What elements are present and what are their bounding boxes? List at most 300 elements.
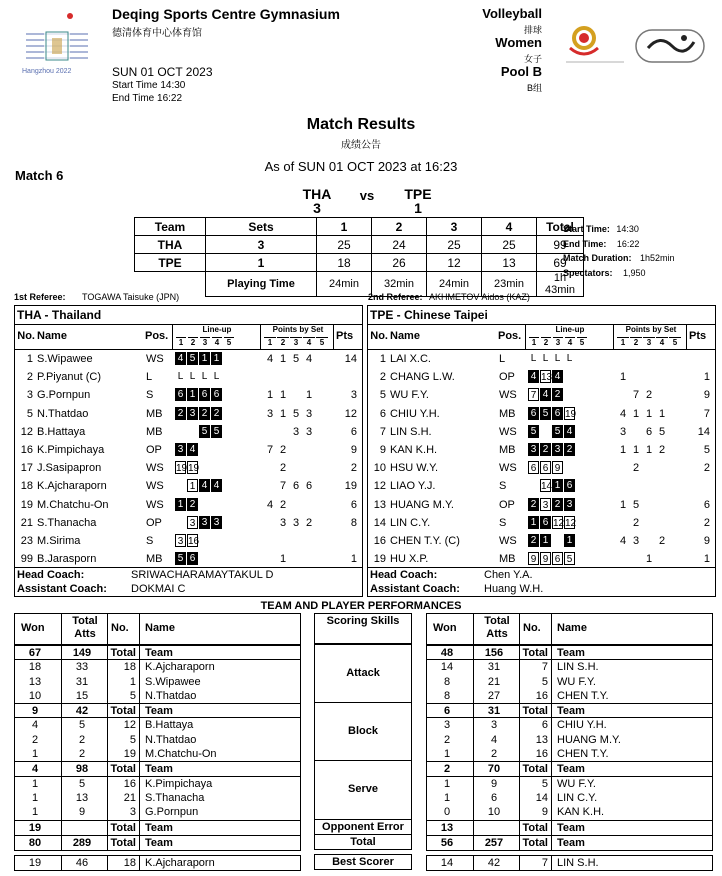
player-name: M.Chatchu-On bbox=[37, 498, 109, 511]
performance-group bbox=[14, 836, 301, 851]
playing-time: 24min bbox=[427, 272, 482, 297]
no-header: No. bbox=[523, 622, 541, 634]
performance-row bbox=[15, 675, 300, 689]
skill-label: Block bbox=[314, 703, 412, 761]
lineup-cell: 5 bbox=[552, 425, 563, 438]
won-value: 6 bbox=[443, 705, 451, 718]
player-total-points: 9 bbox=[350, 443, 357, 456]
best-scorer-row bbox=[14, 855, 301, 871]
venue-name: Deqing Sports Centre Gymnasium bbox=[112, 6, 340, 22]
page-title: Match Results bbox=[306, 116, 416, 133]
player-name: CHANG L.W. bbox=[390, 371, 455, 384]
player-number: 17 bbox=[20, 462, 33, 475]
lineup-cell: L bbox=[554, 353, 561, 364]
player-number: 16 bbox=[20, 443, 33, 456]
player-number: 18 bbox=[20, 480, 33, 493]
set-points: 1 bbox=[619, 443, 627, 456]
player-name: Team bbox=[557, 647, 585, 659]
player-row bbox=[15, 514, 362, 532]
lineup-cell bbox=[576, 443, 587, 456]
pbs-set-number: 3 bbox=[290, 337, 302, 347]
header-start-time: Start Time 14:30 bbox=[112, 80, 186, 91]
player-position: MB bbox=[499, 407, 516, 420]
player-row bbox=[15, 350, 362, 368]
games-emblem-icon bbox=[560, 18, 630, 68]
lineup-set-number: 2 bbox=[188, 337, 198, 347]
lineup-cell bbox=[576, 461, 587, 474]
lineup-cell: 6 bbox=[211, 388, 222, 401]
performance-row bbox=[15, 791, 300, 805]
player-name: CHIU Y.H. bbox=[557, 719, 607, 732]
info-label: Match Duration: bbox=[563, 253, 632, 263]
summary-header: 3 bbox=[427, 218, 482, 236]
team-a-roster bbox=[14, 305, 363, 597]
player-total-points: 5 bbox=[703, 443, 710, 456]
player-row bbox=[15, 550, 362, 568]
player-number: 7 bbox=[541, 857, 548, 870]
player-position: S bbox=[499, 516, 507, 529]
lineup-cell bbox=[223, 516, 234, 529]
lineup-cell: L bbox=[189, 371, 196, 383]
gender: Women bbox=[495, 35, 542, 50]
set-points: 4 bbox=[305, 353, 313, 365]
col-header-pts: Pts bbox=[336, 330, 354, 342]
lineup-cell bbox=[576, 407, 587, 420]
lineup-cell bbox=[540, 425, 551, 438]
player-number: 5 bbox=[129, 733, 136, 746]
lineup-cell: 6 bbox=[564, 479, 575, 492]
player-name: S.Wipawee bbox=[37, 353, 93, 365]
player-name: LAI X.C. bbox=[390, 353, 431, 365]
set-points: 2 bbox=[632, 516, 640, 529]
lineup-cell: 1 bbox=[552, 479, 563, 492]
performance-row bbox=[427, 805, 712, 819]
player-number: 9 bbox=[379, 443, 386, 456]
won-value: 2 bbox=[31, 733, 39, 746]
player-name: K.Pimpichaya bbox=[145, 777, 213, 790]
won-value: 18 bbox=[28, 661, 42, 674]
lineup-cell bbox=[199, 534, 210, 547]
attempts-value: 33 bbox=[75, 661, 89, 674]
name-header: Name bbox=[145, 622, 175, 634]
player-name: Team bbox=[557, 763, 585, 776]
lineup-cell bbox=[576, 534, 587, 547]
lineup-cell: 12 bbox=[565, 517, 577, 529]
lineup-cell bbox=[199, 461, 210, 474]
won-value: 80 bbox=[28, 836, 42, 849]
lineup-cell bbox=[528, 479, 539, 492]
player-name: S.Wipawee bbox=[145, 675, 201, 688]
player-position: S bbox=[146, 389, 154, 402]
lineup-cell bbox=[552, 534, 563, 547]
player-total-points: 9 bbox=[703, 534, 710, 547]
summary-set-score: 13 bbox=[482, 254, 537, 272]
player-number: 1 bbox=[379, 353, 386, 365]
lineup-cell: 6 bbox=[540, 461, 551, 474]
player-number: Total bbox=[522, 763, 548, 776]
won-value: 13 bbox=[28, 675, 42, 688]
player-row bbox=[368, 459, 715, 477]
player-number: 12 bbox=[373, 480, 386, 493]
lineup-cell bbox=[211, 498, 222, 511]
lineup-cell bbox=[564, 388, 575, 401]
lineup-cell: 14 bbox=[541, 481, 553, 493]
player-name: B.Hattaya bbox=[37, 425, 86, 438]
lineup-cell bbox=[211, 534, 222, 547]
player-total-points: 8 bbox=[350, 516, 357, 529]
attempts-value: 9 bbox=[490, 777, 498, 790]
lineup-cell: 3 bbox=[175, 443, 186, 456]
won-value: 56 bbox=[440, 836, 454, 849]
page-title-cn: 成绩公告 bbox=[341, 140, 381, 151]
player-name: K.Pimpichaya bbox=[37, 443, 105, 456]
lineup-cell bbox=[223, 352, 234, 365]
lineup-cell: 19 bbox=[565, 408, 577, 420]
roster-header bbox=[15, 325, 362, 350]
won-value: 13 bbox=[440, 821, 454, 834]
player-row bbox=[15, 423, 362, 441]
playing-time: 32min bbox=[372, 272, 427, 297]
set-points: 2 bbox=[279, 462, 287, 475]
lineup-cell: 4 bbox=[528, 370, 539, 383]
team-b-code: TPE bbox=[404, 186, 432, 202]
info-value: 1h52min bbox=[640, 253, 675, 263]
player-total-points: 7 bbox=[703, 407, 710, 420]
lineup-cell: 4 bbox=[175, 352, 186, 365]
player-number: 2 bbox=[379, 371, 386, 384]
won-value: 10 bbox=[28, 689, 42, 702]
player-total-points: 6 bbox=[703, 498, 710, 511]
set-points: 3 bbox=[279, 516, 287, 529]
performance-row bbox=[427, 733, 712, 747]
lineup-cell: 5 bbox=[187, 352, 198, 365]
attempts-value: 2 bbox=[78, 733, 86, 746]
lineup-cell: 3 bbox=[540, 498, 551, 511]
attempts-value: 31 bbox=[487, 705, 501, 718]
pbs-set-number: 2 bbox=[630, 337, 642, 347]
attempts-value: 46 bbox=[75, 857, 89, 870]
won-value: 14 bbox=[440, 661, 454, 674]
set-points: 7 bbox=[632, 389, 640, 402]
player-position: MB bbox=[146, 407, 163, 420]
scoring-skills bbox=[314, 613, 412, 870]
lineup-cell: 6 bbox=[552, 407, 563, 420]
team-a-code: THA bbox=[302, 186, 332, 202]
player-total-points: 12 bbox=[344, 407, 357, 420]
playing-time: 23min bbox=[482, 272, 537, 297]
col-header-name: Name bbox=[37, 330, 67, 342]
won-value: 2 bbox=[443, 763, 451, 776]
lineup-cell: 1 bbox=[540, 534, 551, 547]
info-value: 14:30 bbox=[616, 224, 639, 234]
performance-row bbox=[15, 733, 300, 747]
won-value: 48 bbox=[440, 647, 454, 659]
best-scorer-row bbox=[426, 855, 713, 871]
performance-row bbox=[15, 747, 300, 761]
player-name: S.Thanacha bbox=[145, 791, 205, 804]
lineup-cell: 2 bbox=[552, 388, 563, 401]
player-name: K.Ajcharaporn bbox=[145, 661, 215, 674]
lineup-cell: 6 bbox=[552, 552, 563, 565]
performance-row bbox=[15, 660, 300, 674]
col-header-pos: Pos. bbox=[498, 330, 522, 342]
info-value: 16:22 bbox=[616, 238, 640, 249]
performance-row bbox=[427, 718, 712, 732]
lineup-set-number: 3 bbox=[200, 337, 210, 347]
player-row bbox=[368, 496, 715, 514]
summary-total: 69 bbox=[537, 254, 584, 272]
lineup-cell bbox=[223, 461, 234, 474]
player-position: OP bbox=[146, 516, 162, 529]
performance-row bbox=[15, 777, 300, 791]
player-position: OP bbox=[499, 371, 515, 384]
performance-team-a bbox=[14, 613, 301, 871]
set-points: 5 bbox=[292, 407, 300, 420]
lineup-cell: 5 bbox=[211, 425, 222, 438]
player-row bbox=[368, 405, 715, 423]
summary-header: Sets bbox=[206, 218, 317, 236]
player-number: Total bbox=[522, 821, 548, 834]
performance-group bbox=[14, 704, 301, 762]
player-row bbox=[15, 368, 362, 386]
summary-set-score: 25 bbox=[317, 236, 372, 254]
attempts-value: 70 bbox=[487, 763, 501, 776]
lineup-cell bbox=[187, 425, 198, 438]
player-total-points: 2 bbox=[350, 462, 357, 475]
player-name: CHIU Y.H. bbox=[390, 407, 440, 420]
summary-sets: 1 bbox=[206, 254, 317, 272]
lineup-cell: 9 bbox=[552, 461, 563, 474]
summary-header: Total bbox=[537, 218, 584, 236]
player-number: 21 bbox=[20, 516, 33, 529]
won-value: 1 bbox=[31, 777, 39, 790]
pool-cn: B组 bbox=[526, 83, 542, 93]
player-row bbox=[15, 532, 362, 550]
lineup-cell: 2 bbox=[564, 443, 575, 456]
lineup-cell: 4 bbox=[564, 425, 575, 438]
playing-time-label: Playing Time bbox=[206, 272, 317, 297]
player-number: Total bbox=[522, 836, 548, 849]
won-header: Won bbox=[433, 622, 457, 634]
attempts-value: 42 bbox=[487, 857, 501, 870]
player-position: WS bbox=[146, 462, 164, 475]
set-points: 5 bbox=[658, 425, 666, 438]
player-number: Total bbox=[110, 821, 136, 834]
points-by-set-header: Points by Set bbox=[272, 325, 324, 334]
skill-label: Serve bbox=[314, 761, 412, 819]
player-name: Team bbox=[145, 705, 173, 718]
lineup-cell bbox=[564, 461, 575, 474]
player-row bbox=[15, 441, 362, 459]
col-header-no: No. bbox=[370, 330, 388, 342]
player-position: MB bbox=[499, 553, 516, 566]
set-points: 1 bbox=[632, 407, 640, 420]
performance-group bbox=[14, 821, 301, 836]
player-number: Total bbox=[110, 647, 136, 659]
assistant-coach-name: Huang W.H. bbox=[484, 583, 544, 595]
won-value: 1 bbox=[443, 777, 451, 790]
lineup-cell: 6 bbox=[199, 388, 210, 401]
player-name: G.Pornpun bbox=[145, 806, 199, 819]
player-total-points: 14 bbox=[344, 353, 357, 365]
player-name: Team bbox=[145, 647, 173, 659]
lineup-cell bbox=[199, 498, 210, 511]
no-header: No. bbox=[111, 622, 129, 634]
skill-label: Total bbox=[314, 835, 412, 850]
total-atts-header: Total Atts bbox=[72, 615, 98, 640]
lineup-cell: 1 bbox=[187, 479, 198, 492]
info-label: Spectators: bbox=[563, 267, 613, 278]
player-name: LIN S.H. bbox=[557, 857, 599, 870]
lineup-cell bbox=[223, 407, 234, 420]
lineup-cell: 3 bbox=[528, 443, 539, 456]
performance-row bbox=[15, 704, 300, 718]
lineup-cell: 3 bbox=[199, 516, 210, 529]
lineup-cell: 1 bbox=[211, 352, 222, 365]
summary-set-score: 12 bbox=[427, 254, 482, 272]
performance-row bbox=[15, 836, 300, 850]
summary-set-score: 26 bbox=[372, 254, 427, 272]
attempts-value: 98 bbox=[75, 763, 89, 776]
as-of-timestamp: As of SUN 01 OCT 2023 at 16:23 bbox=[264, 159, 458, 174]
set-points: 1 bbox=[266, 389, 274, 402]
player-name: Team bbox=[145, 836, 173, 849]
player-position: L bbox=[499, 353, 506, 365]
player-number: 5 bbox=[26, 407, 33, 420]
performance-group bbox=[426, 821, 713, 836]
player-name: K.Ajcharaporn bbox=[37, 480, 107, 493]
player-name: CHEN T.Y. bbox=[557, 748, 609, 761]
player-number: Total bbox=[522, 705, 548, 718]
lineup-cell: 1 bbox=[175, 498, 186, 511]
match-date: SUN 01 OCT 2023 bbox=[112, 65, 213, 79]
player-number: Total bbox=[110, 705, 136, 718]
set-points: 4 bbox=[266, 353, 274, 365]
player-name: LIN C.Y. bbox=[390, 516, 431, 529]
set-points: 2 bbox=[632, 462, 640, 475]
player-name: HUANG M.Y. bbox=[390, 498, 454, 511]
lineup-cell: 4 bbox=[187, 443, 198, 456]
won-value: 2 bbox=[443, 733, 451, 746]
player-name: WU F.Y. bbox=[557, 777, 596, 790]
lineup-cell: L bbox=[177, 371, 184, 383]
player-number: 16 bbox=[373, 534, 386, 547]
head-coach-row bbox=[368, 567, 715, 582]
lineup-set-number: 2 bbox=[541, 337, 551, 347]
player-position: WS bbox=[499, 389, 517, 402]
performance-row bbox=[427, 660, 712, 674]
player-row bbox=[15, 386, 362, 404]
performance-row bbox=[427, 777, 712, 791]
won-value: 1 bbox=[31, 806, 39, 819]
lineup-header: Line-up bbox=[202, 325, 232, 334]
info-value: 1,950 bbox=[623, 267, 646, 278]
player-position: WS bbox=[146, 353, 164, 365]
player-number: 14 bbox=[373, 516, 386, 529]
info-label: Start Time: bbox=[563, 224, 610, 234]
player-name: P.Piyanut (C) bbox=[37, 371, 101, 384]
lineup-set-number: 4 bbox=[212, 337, 222, 347]
performance-row bbox=[427, 762, 712, 776]
player-number: 3 bbox=[26, 389, 33, 402]
team-b-title: TPE - Chinese Taipei bbox=[368, 306, 715, 325]
team-b-roster bbox=[367, 305, 716, 597]
player-number: 7 bbox=[379, 425, 386, 438]
player-name: G.Pornpun bbox=[37, 389, 91, 402]
lineup-cell bbox=[199, 552, 210, 565]
lineup-cell: 9 bbox=[540, 552, 551, 565]
set-points: 2 bbox=[279, 498, 287, 511]
lineup-cell: 4 bbox=[540, 388, 551, 401]
venue-name-cn: 德清体育中心体育馆 bbox=[112, 28, 202, 39]
points-by-set-header: Points by Set bbox=[625, 325, 677, 334]
lineup-cell: 9 bbox=[528, 552, 539, 565]
lineup-cell bbox=[576, 352, 587, 365]
player-number: 5 bbox=[379, 389, 386, 402]
player-total-points: 1 bbox=[703, 553, 710, 566]
lineup-cell: L bbox=[213, 371, 220, 383]
set-points: 2 bbox=[279, 443, 287, 456]
head-coach-row bbox=[15, 567, 362, 582]
performance-row bbox=[427, 646, 712, 660]
performance-team-b bbox=[426, 613, 713, 871]
player-total-points: 3 bbox=[350, 389, 357, 402]
lineup-cell: 3 bbox=[211, 516, 222, 529]
player-number: 16 bbox=[123, 777, 136, 790]
lineup-cell: 5 bbox=[564, 552, 575, 565]
player-number: Total bbox=[110, 836, 136, 849]
player-total-points: 6 bbox=[350, 498, 357, 511]
player-number: 3 bbox=[129, 806, 136, 819]
player-number: 6 bbox=[541, 719, 548, 732]
lineup-cell bbox=[576, 425, 587, 438]
lineup-cell: 2 bbox=[175, 407, 186, 420]
lineup-cell bbox=[576, 552, 587, 565]
player-number: 12 bbox=[123, 719, 136, 732]
vs-label: vs bbox=[359, 188, 375, 203]
attempts-value: 6 bbox=[490, 791, 498, 804]
set-points: 7 bbox=[279, 480, 287, 493]
lineup-cell: 2 bbox=[211, 407, 222, 420]
won-value: 1 bbox=[31, 791, 39, 804]
head-coach-label: Head Coach: bbox=[17, 569, 85, 581]
won-value: 4 bbox=[31, 719, 39, 732]
player-number: 7 bbox=[541, 661, 548, 674]
player-row bbox=[368, 441, 715, 459]
summary-set-score: 18 bbox=[317, 254, 372, 272]
set-points: 1 bbox=[279, 407, 287, 420]
summary-header: 1 bbox=[317, 218, 372, 236]
performance-row bbox=[15, 805, 300, 819]
col-header-pos: Pos. bbox=[145, 330, 169, 342]
player-name: HSU W.Y. bbox=[390, 462, 439, 475]
pbs-set-number: 4 bbox=[656, 337, 668, 347]
player-position: MB bbox=[146, 425, 163, 438]
pbs-set-number: 4 bbox=[303, 337, 315, 347]
lineup-cell bbox=[576, 498, 587, 511]
summary-team: TPE bbox=[135, 254, 206, 272]
attempts-value: 42 bbox=[75, 705, 89, 718]
player-total-points: 2 bbox=[703, 462, 710, 475]
player-name: CHEN T.Y. (C) bbox=[390, 534, 460, 547]
summary-header: 2 bbox=[372, 218, 427, 236]
assistant-coach-label: Assistant Coach: bbox=[17, 583, 107, 595]
player-total-points: 1 bbox=[350, 553, 357, 566]
lineup-cell bbox=[564, 370, 575, 383]
summary-team: THA bbox=[135, 236, 206, 254]
lineup-cell: 6 bbox=[528, 461, 539, 474]
won-value: 4 bbox=[31, 763, 39, 776]
